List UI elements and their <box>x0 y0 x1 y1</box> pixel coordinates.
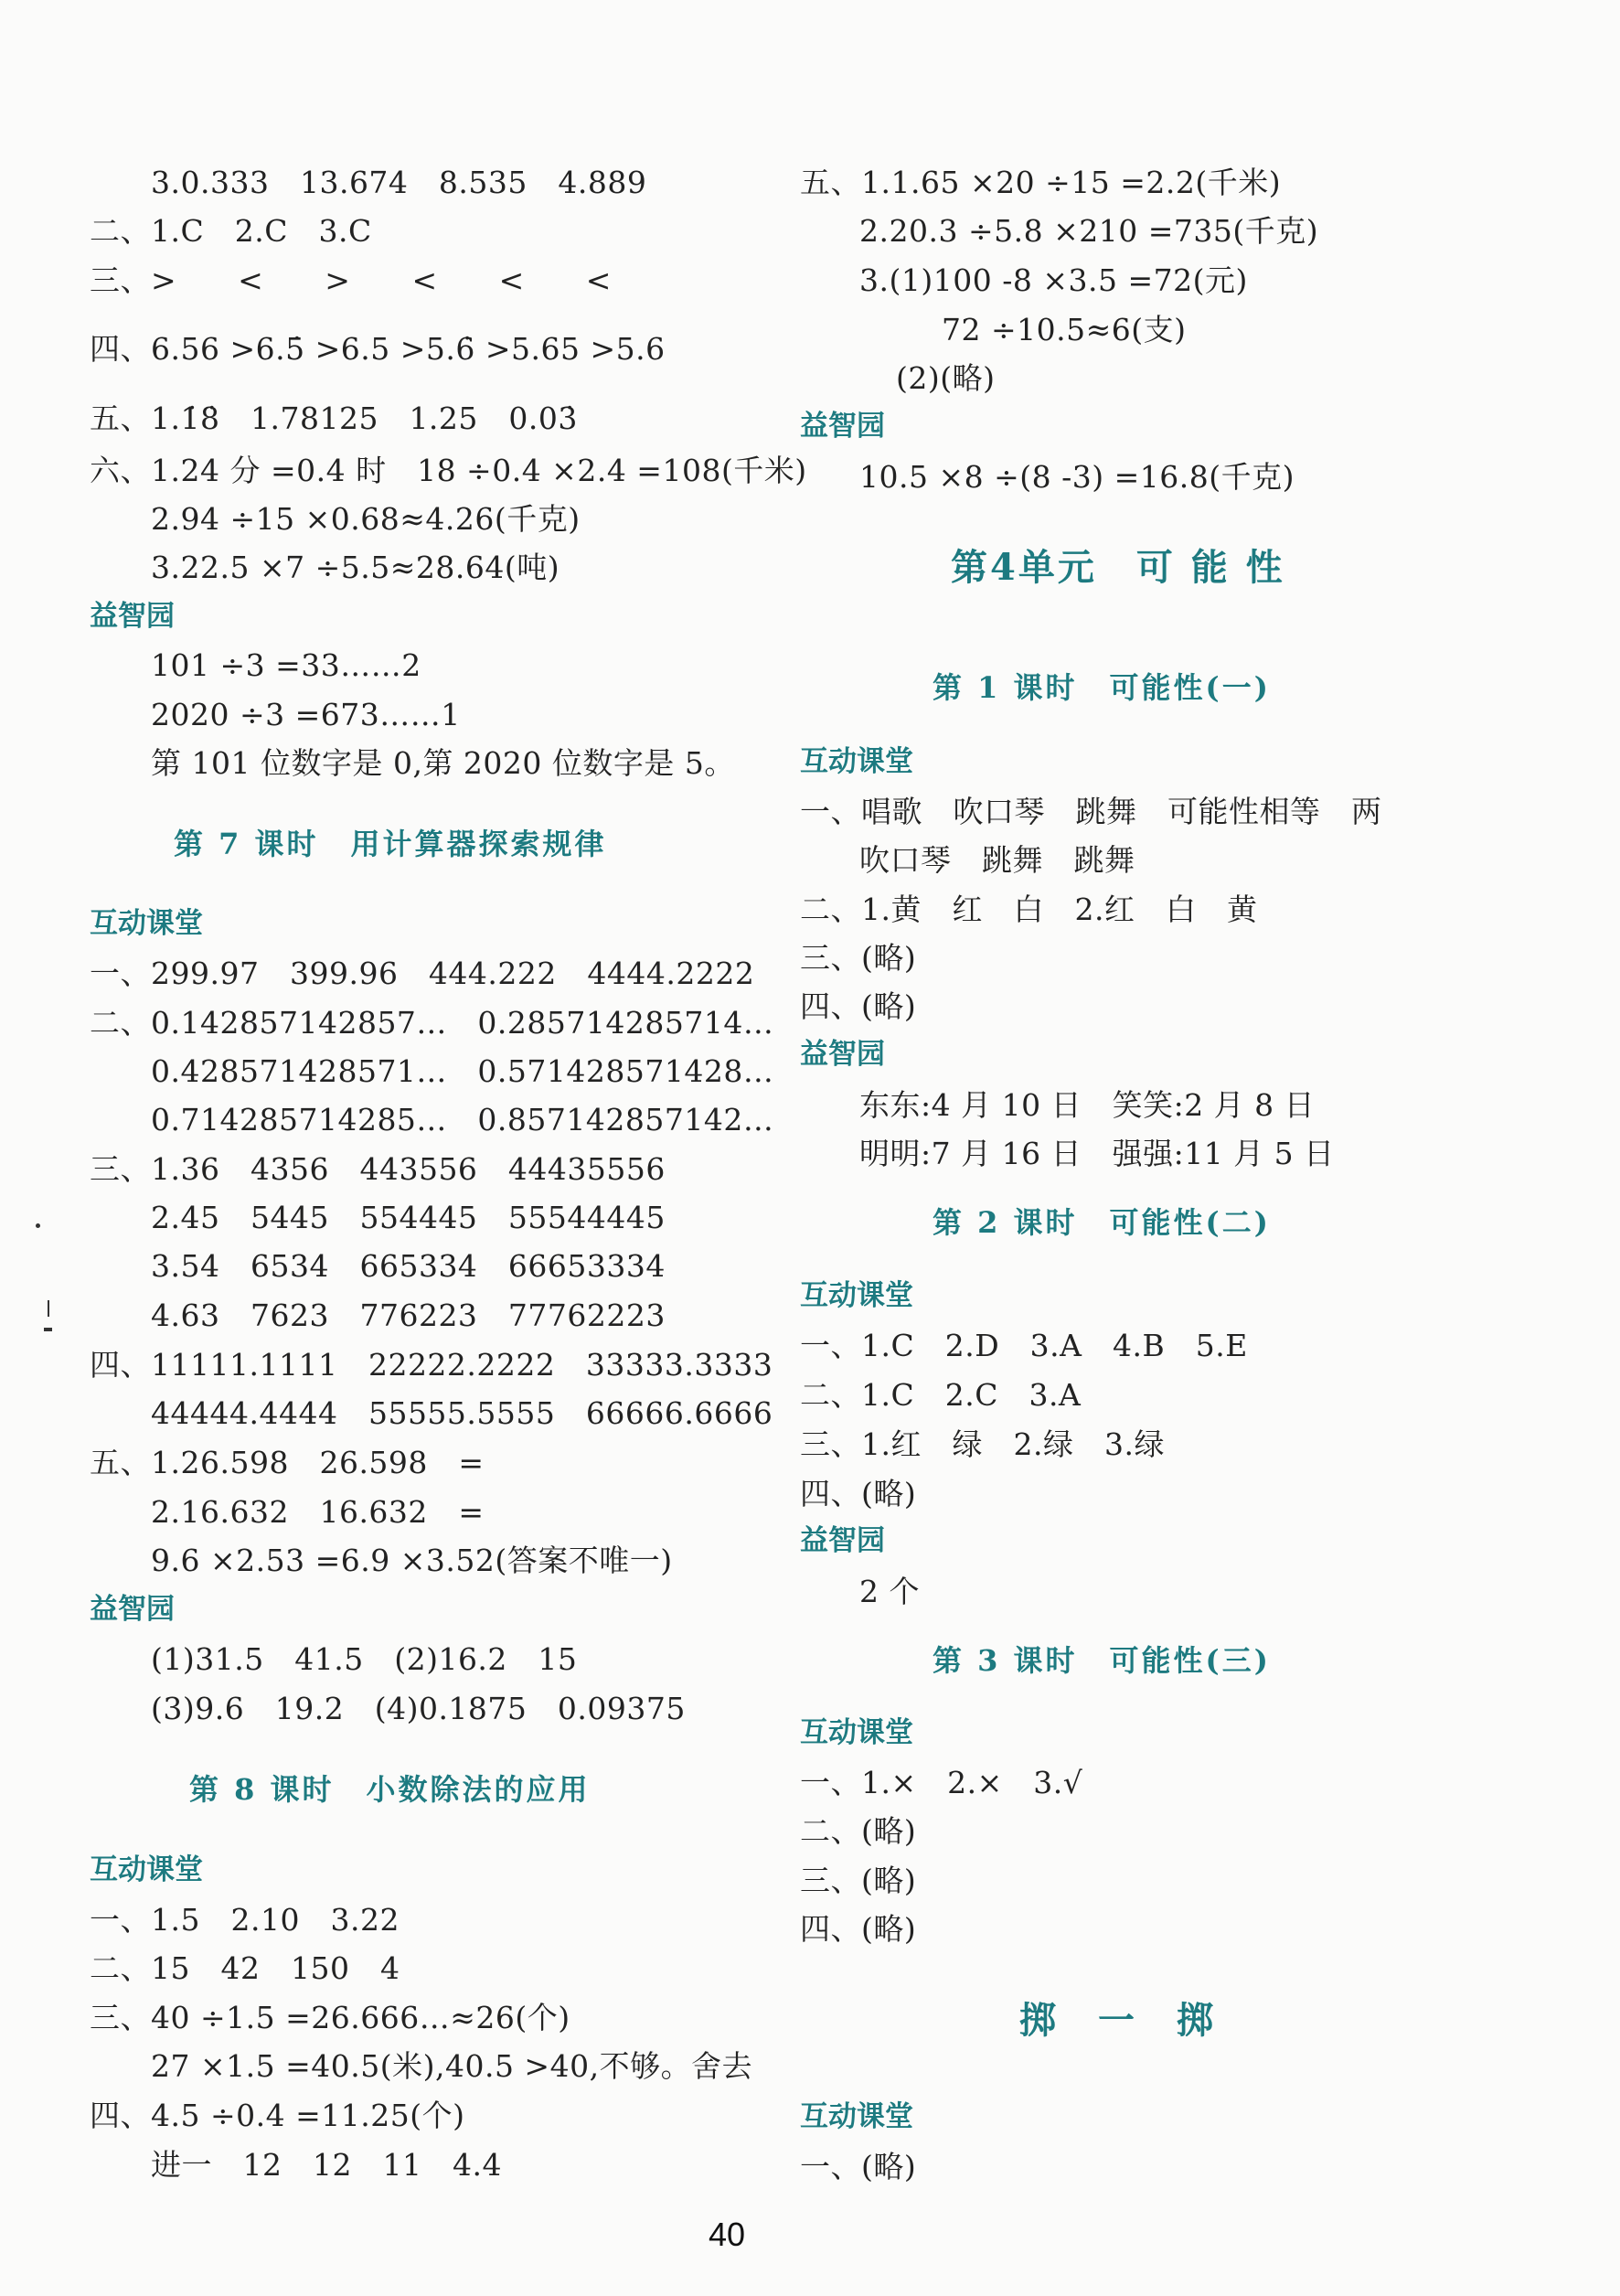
answer-line: 第 101 位数字是 0,第 2020 位数字是 5。 <box>151 745 735 781</box>
answer-line: 四、(略) <box>800 1911 917 1947</box>
answer-line: 2020 ÷3 =673……1 <box>151 697 461 732</box>
answer-line: 四、(略) <box>800 988 917 1024</box>
section-heading-interactive: 互动课堂 <box>90 1853 203 1886</box>
answer-line: 2 个 <box>859 1574 920 1609</box>
margin-mark <box>48 1300 49 1317</box>
answer-line: 二、15 42 150 4 <box>90 1950 400 1986</box>
answer-line: 二、1.C 2.C 3.A <box>800 1377 1082 1413</box>
answer-line: 一、1.C 2.D 3.A 4.B 5.E <box>800 1328 1248 1363</box>
answer-line: 4.63 7623 776223 77762223 <box>151 1298 666 1333</box>
section-heading-puzzle: 益智园 <box>800 1524 885 1557</box>
answer-line: 一、1.× 2.× 3.√ <box>800 1765 1083 1800</box>
lesson-title: 第 7 课时 用计算器探索规律 <box>174 827 607 861</box>
answer-line: 东东:4 月 10 日 笑笑:2 月 8 日 <box>859 1087 1316 1123</box>
answer-line: 三、1.36 4356 443556 44435556 <box>90 1151 666 1187</box>
answer-line: 三、1.红 绿 2.绿 3.绿 <box>800 1426 1165 1462</box>
answer-line: 明明:7 月 16 日 强强:11 月 5 日 <box>859 1136 1335 1171</box>
answer-line: 五、1.26.598 26.598 = <box>90 1445 485 1480</box>
unit-title: 第4单元 可 能 性 <box>951 546 1285 589</box>
margin-mark <box>36 1223 40 1228</box>
answer-line: 10.5 ×8 ÷(8 -3) =16.8(千克) <box>859 459 1295 495</box>
answer-line: (1)31.5 41.5 (2)16.2 15 <box>151 1641 578 1677</box>
section-heading-interactive: 互动课堂 <box>800 1279 913 1312</box>
answer-line: 3.(1)100 -8 ×3.5 =72(元) <box>859 262 1248 298</box>
answer-line: 二、(略) <box>800 1813 917 1849</box>
answer-line: 44444.4444 55555.5555 66666.6666 <box>151 1395 773 1431</box>
answer-line: 3.54 6534 665334 66653334 <box>151 1248 666 1284</box>
answer-line: 2.16.632 16.632 = <box>151 1494 485 1530</box>
lesson-title: 第 8 课时 小数除法的应用 <box>189 1772 591 1807</box>
answer-line: 三、40 ÷1.5 =26.666…≈26(个) <box>90 2000 570 2035</box>
answer-line: 五、1.1̇8̇ 1.78125 1.25 0.03̇ <box>90 400 578 436</box>
answer-line: 吹口琴 跳舞 跳舞 <box>859 842 1135 878</box>
lesson-title: 第 1 课时 可能性(一) <box>933 670 1271 705</box>
answer-line: 101 ÷3 =33……2 <box>151 647 421 683</box>
answer-line: (3)9.6 19.2 (4)0.1875 0.09375 <box>151 1691 686 1726</box>
page-number: 40 <box>708 2216 746 2253</box>
section-heading-interactive: 互动课堂 <box>800 2100 913 2133</box>
answer-line: 0.714285714285… 0.857142857142… <box>151 1102 774 1137</box>
answer-line: 一、299.97 399.96 444.222 4444.2222 <box>90 956 755 991</box>
answer-line: 9.6 ×2.53 =6.9 ×3.52(答案不唯一) <box>151 1543 673 1578</box>
margin-mark <box>44 1328 52 1331</box>
answer-line: 2.45 5445 554445 55544445 <box>151 1200 666 1235</box>
answer-line: 四、11111.1111 22222.2222 33333.3333 <box>90 1347 773 1383</box>
answer-line: 二、0.142857142857… 0.285714285714… <box>90 1005 774 1041</box>
answer-line: 六、1.24 分 =0.4 时 18 ÷0.4 ×2.4 =108(千米) <box>90 453 807 488</box>
section-heading-puzzle: 益智园 <box>800 410 885 443</box>
answer-line: (2)(略) <box>896 360 996 396</box>
answer-line: 二、1.C 2.C 3.C <box>90 213 372 249</box>
answer-line: 72 ÷10.5≈6(支) <box>942 312 1187 347</box>
section-heading-interactive: 互动课堂 <box>90 907 203 940</box>
answer-line: 2.94 ÷15 ×0.68≈4.26(千克) <box>151 501 581 537</box>
answer-line: 3.22.5 ×7 ÷5.5≈28.64(吨) <box>151 550 560 585</box>
answer-line: 三、> < > < < < <box>90 262 612 298</box>
answer-line: 进一 12 12 11 4.4 <box>151 2147 502 2183</box>
section-heading-interactive: 互动课堂 <box>800 1716 913 1749</box>
answer-line: 三、(略) <box>800 1863 917 1898</box>
lesson-title: 第 2 课时 可能性(二) <box>933 1205 1271 1240</box>
unit-title: 掷 一 掷 <box>1019 1999 1216 2042</box>
answer-line: 2.20.3 ÷5.8 ×210 =735(千克) <box>859 213 1319 249</box>
answer-line: 一、(略) <box>800 2149 917 2184</box>
answer-line: 四、6.56 >6.5̇ >6.5 >5.6̇ >5.65 >5.6 <box>90 331 666 367</box>
section-heading-puzzle: 益智园 <box>90 600 175 633</box>
answer-line: 一、唱歌 吹口琴 跳舞 可能性相等 两 <box>800 794 1382 829</box>
answer-line: 四、(略) <box>800 1476 917 1511</box>
lesson-title: 第 3 课时 可能性(三) <box>933 1643 1271 1678</box>
answer-line: 二、1.黄 红 白 2.红 白 黄 <box>800 892 1258 927</box>
answer-line: 27 ×1.5 =40.5(米),40.5 >40,不够。舍去 <box>151 2048 753 2084</box>
answer-line: 三、(略) <box>800 940 917 976</box>
answer-line: 0.428571428571… 0.571428571428… <box>151 1053 774 1089</box>
answer-line: 四、4.5 ÷0.4 =11.25(个) <box>90 2098 465 2133</box>
answer-line: 五、1.1.65 ×20 ÷15 =2.2(千米) <box>800 165 1282 200</box>
section-heading-puzzle: 益智园 <box>90 1593 175 1626</box>
section-heading-interactive: 互动课堂 <box>800 745 913 778</box>
answer-line: 3.0.333 13.674 8.535 4.889 <box>151 165 647 200</box>
answer-line: 一、1.5 2.10 3.22 <box>90 1902 400 1938</box>
section-heading-puzzle: 益智园 <box>800 1038 885 1071</box>
